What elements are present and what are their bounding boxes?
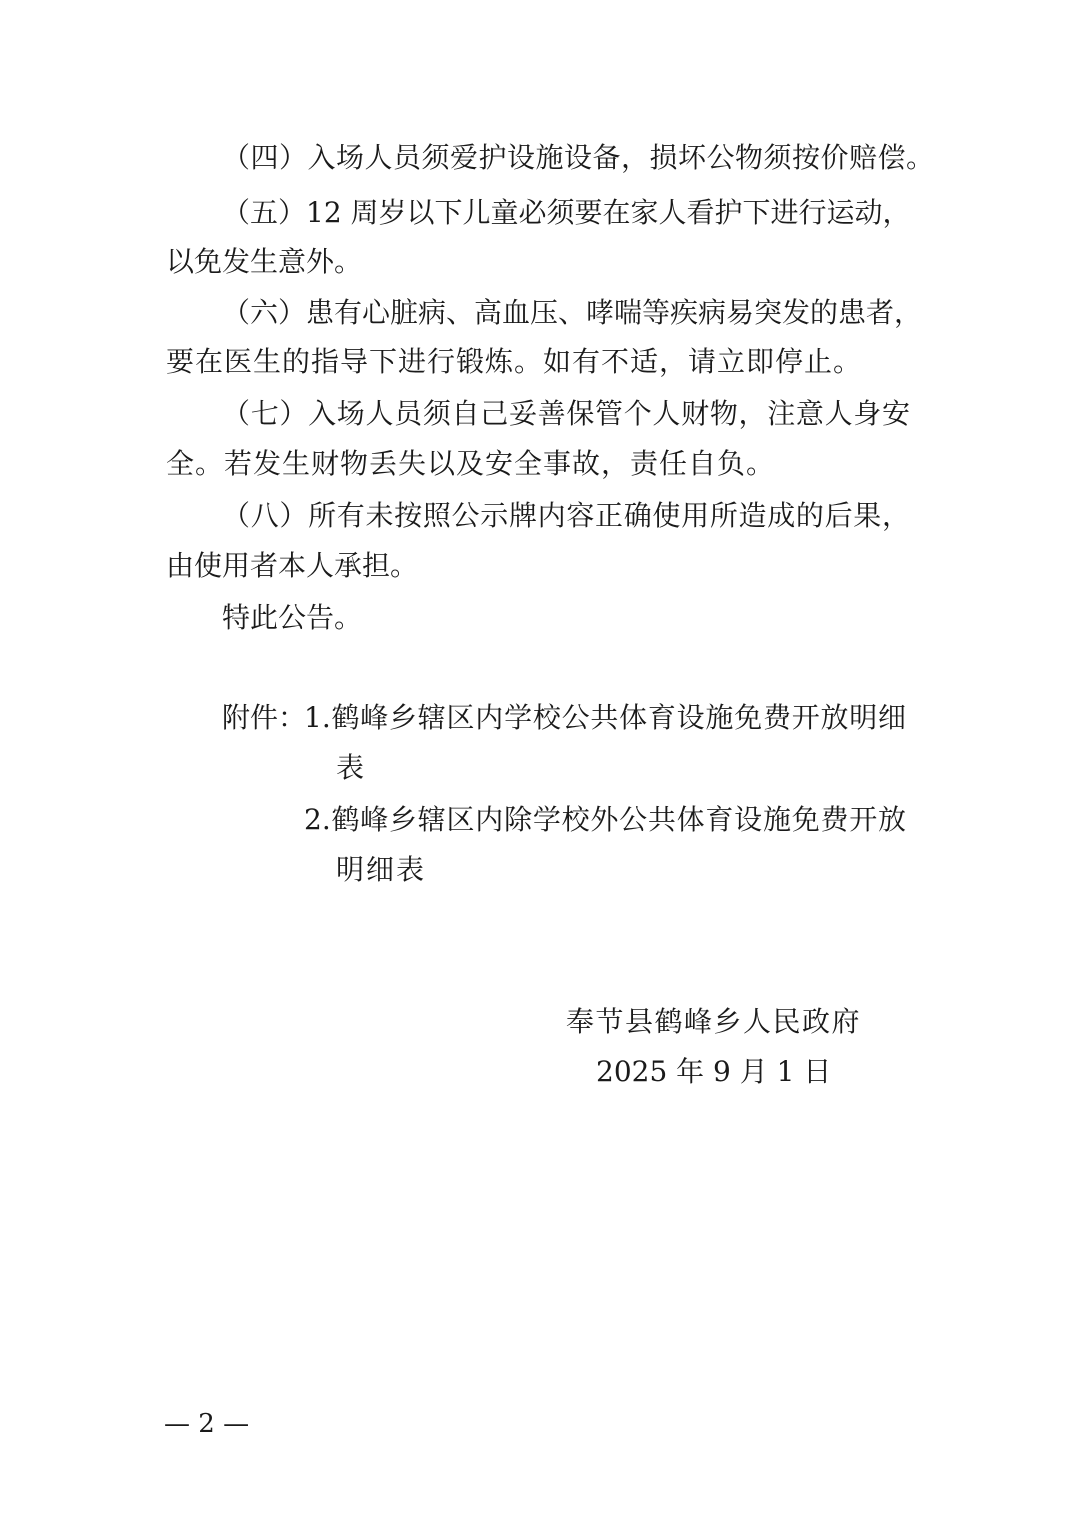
signature-date: 2025 年 9 月 1 日 xyxy=(596,1055,832,1088)
paragraph-5-line1: （五）12 周岁以下儿童必须要在家人看护下进行运动， xyxy=(222,196,911,229)
paragraph-7-line1: （七）入场人员须自己妥善保管个人财物，注意人身安 xyxy=(222,397,910,430)
page-number: — 2 — xyxy=(164,1409,250,1439)
paragraph-8-line1: （八）所有未按照公示牌内容正确使用所造成的后果， xyxy=(222,499,910,532)
paragraph-4: （四）入场人员须爱护设施设备，损坏公物须按价赔偿。 xyxy=(222,141,935,174)
paragraph-7-line2: 全。若发生财物丢失以及安全事故，责任自负。 xyxy=(166,447,776,480)
closing-notice: 特此公告。 xyxy=(222,601,363,634)
attachments-label: 附件： xyxy=(222,701,307,734)
paragraph-8-line2: 由使用者本人承担。 xyxy=(166,549,419,582)
attachment-2-line2: 明细表 xyxy=(336,853,427,886)
attachment-1-line1: 1.鹤峰乡辖区内学校公共体育设施免费开放明细 xyxy=(304,701,906,734)
attachment-1-line2: 表 xyxy=(336,751,365,784)
paragraph-6-line2: 要在医生的指导下进行锻炼。如有不适，请立即停止。 xyxy=(166,345,863,378)
paragraph-6-line1: （六）患有心脏病、高血压、哮喘等疾病易突发的患者， xyxy=(222,296,923,329)
attachment-2-line1: 2.鹤峰乡辖区内除学校外公共体育设施免费开放 xyxy=(304,803,906,836)
paragraph-5-line2: 以免发生意外。 xyxy=(166,245,363,278)
signature-organization: 奉节县鹤峰乡人民政府 xyxy=(566,1005,862,1038)
